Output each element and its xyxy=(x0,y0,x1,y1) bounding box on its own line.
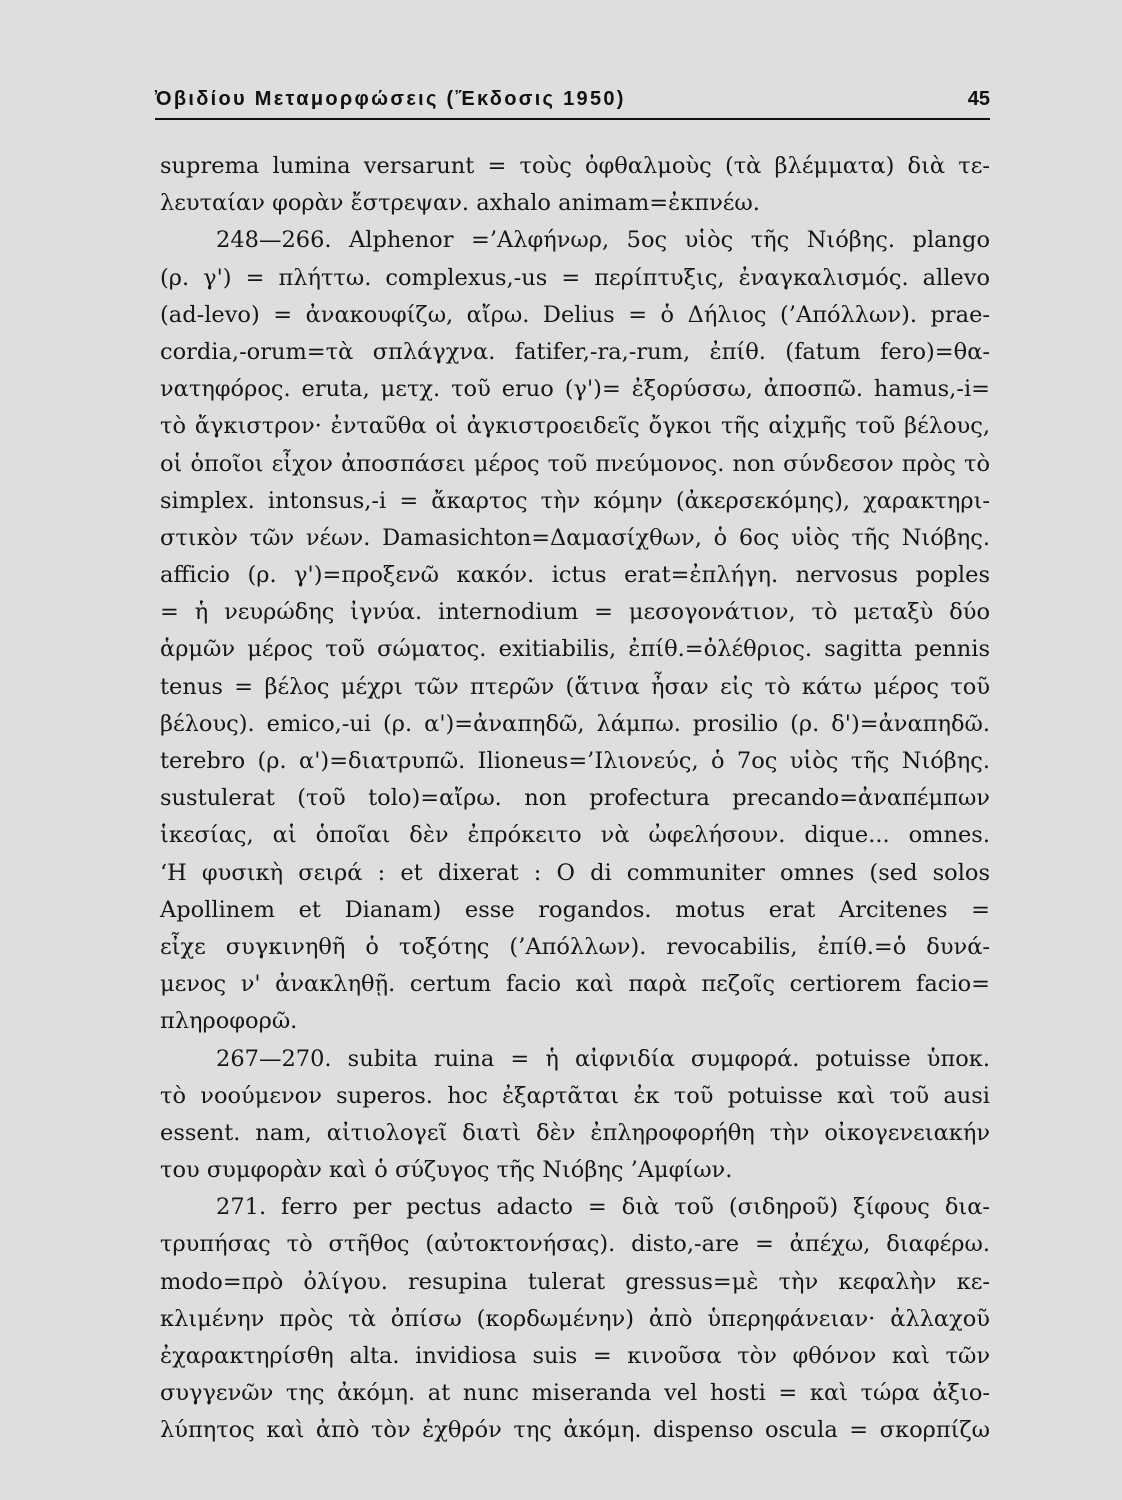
text-line: simplex. intonsus,-i = ἄκαρτος τὴν κόμην (ἀκερσεκόμης), χαρακτηρι- xyxy=(160,487,990,514)
text-line: 271. ferro per pectus adacto = διὰ τοῦ (σιδηροῦ) ξίφους δια- xyxy=(216,1194,990,1221)
text-line: terebro (ρ. α')=διατρυπῶ. Ilioneus=’Ιλιονεύς, ὁ 7ος υἱὸς τῆς Νιόβης. xyxy=(160,748,990,774)
text-line: 267—270. subita ruina = ἡ αἰφνιδία συμφορά. potuisse ὑποκ. xyxy=(216,1045,990,1072)
text-line: τρυπήσας τὸ στῆθος (αὐτοκτονήσας). disto,-are = ἀπέχω, διαφέρω. xyxy=(160,1231,990,1258)
text-line: τὸ ἄγκιστρον· ἐνταῦθα οἱ ἀγκιστροειδεῖς ὄγκοι τῆς αἰχμῆς τοῦ βέλους, xyxy=(160,413,990,440)
text-line: του συμφορὰν καὶ ὁ σύζυγος τῆς Νιόβης ’Αμφίων. xyxy=(160,1157,733,1184)
text-line: sustulerat (τοῦ tolo)=αἴρω. non profectura precando=ἀναπέμπων xyxy=(160,785,990,812)
text-line: λύπητος καὶ ἀπὸ τὸν ἐχθρόν της ἀκόμη. dispenso oscula = σκορπίζω xyxy=(160,1417,990,1444)
text-line: συγγενῶν της ἀκόμη. at nunc miseranda vel hosti = καὶ τώρα ἀξιο- xyxy=(160,1380,990,1407)
page-number: 45 xyxy=(967,88,990,110)
text-line: ἱκεσίας, αἱ ὁποῖαι δὲν ἐπρόκειτο νὰ ὠφελήσουν. dique... omnes. xyxy=(160,822,990,849)
text-line: (ad-levo) = ἀνακουφίζω, αἴρω. Delius = ὁ Δήλιος (’Απόλλων). prae- xyxy=(160,301,990,328)
running-head-title: Ὀβιδίου Μεταμορφώσεις (Ἔκδοσις 1950) xyxy=(155,88,626,110)
text-line: afficio (ρ. γ')=προξενῶ κακόν. ictus erat=ἐπλήγη. nervosus poples xyxy=(160,562,990,589)
text-line: modo=πρὸ ὀλίγου. resupina tulerat gressus=μὲ τὴν κεφαλὴν κε- xyxy=(160,1268,990,1295)
text-line: νατηφόρος. eruta, μετχ. τοῦ eruo (γ')= ἐξορύσσω, ἀποσπῶ. hamus,-i= xyxy=(160,376,990,403)
text-line: ἐχαρακτηρίσθη alta. invidiosa suis = κινοῦσα τὸν φθόνον καὶ τῶν xyxy=(160,1343,990,1369)
text-line: βέλους). emico,-ui (ρ. α')=ἀναπηδῶ, λάμπω. prosilio (ρ. δ')=ἀναπηδῶ. xyxy=(160,710,990,737)
text-line: πληροφορῶ. xyxy=(160,1008,298,1035)
text-line: τὸ νοούμενον superos. hoc ἐξαρτᾶται ἐκ τοῦ potuisse καὶ τοῦ ausi xyxy=(160,1082,990,1109)
text-line: suprema lumina versarunt = τοὺς ὀφθαλμοὺς (τὰ βλέμματα) διὰ τε- xyxy=(160,153,990,179)
text-line: στικὸν τῶν νέων. Damasichton=Δαμασίχθων, ὁ 6ος υἱὸς τῆς Νιόβης. xyxy=(160,524,990,551)
text-line: εἶχε συγκινηθῆ ὁ τοξότης (’Απόλλων). revocabilis, ἐπίθ.=ὁ δυνά- xyxy=(160,933,990,960)
text-line: tenus = βέλος μέχρι τῶν πτερῶν (ἅτινα ἦσαν εἰς τὸ κάτω μέρος τοῦ xyxy=(160,673,990,700)
text-line: λευταίαν φορὰν ἔστρεψαν. axhalo animam=ἐκπνέω. xyxy=(160,190,760,217)
text-line: (ρ. γ') = πλήττω. complexus,-us = περίπτυξις, ἐναγκαλισμός. allevo xyxy=(160,264,990,291)
text-line: 248—266. Alphenor =’Αλφήνωρ, 5ος υἱὸς τῆς Νιόβης. plango xyxy=(216,227,990,254)
text-line: κλιμένην πρὸς τὰ ὀπίσω (κορδωμένην) ἀπὸ ὑπερηφάνειαν· ἀλλαχοῦ xyxy=(160,1305,990,1332)
commentary-text xyxy=(160,148,990,1450)
text-line: Apollinem et Dianam) esse rogandos. motus erat Arcitenes = xyxy=(160,896,990,923)
text-line: ‘Η φυσικὴ σειρά : et dixerat : O di communiter omnes (sed solos xyxy=(160,859,990,886)
text-line: cordia,-orum=τὰ σπλάγχνα. fatifer,-ra,-rum, ἐπίθ. (fatum fero)=θα- xyxy=(160,338,990,365)
text-line: ἁρμῶν μέρος τοῦ σώματος. exitiabilis, ἐπίθ.=ὀλέθριος. sagitta pennis xyxy=(160,636,990,663)
running-head xyxy=(155,88,990,120)
text-line: μενος ν' ἀνακληθῇ. certum facio καὶ παρὰ πεζοῖς certiorem facio= xyxy=(160,971,990,998)
text-line: = ἡ νευρώδης ἰγνύα. internodium = μεσογονάτιον, τὸ μεταξὺ δύο xyxy=(160,599,990,626)
text-line: οἱ ὁποῖοι εἶχον ἀποσπάσει μέρος τοῦ πνεύμονος. non σύνδεσον πρὸς τὸ xyxy=(160,450,990,477)
text-line: essent. nam, αἰτιολογεῖ διατὶ δὲν ἐπληροφορήθη τὴν οἰκογενειακήν xyxy=(160,1119,990,1146)
